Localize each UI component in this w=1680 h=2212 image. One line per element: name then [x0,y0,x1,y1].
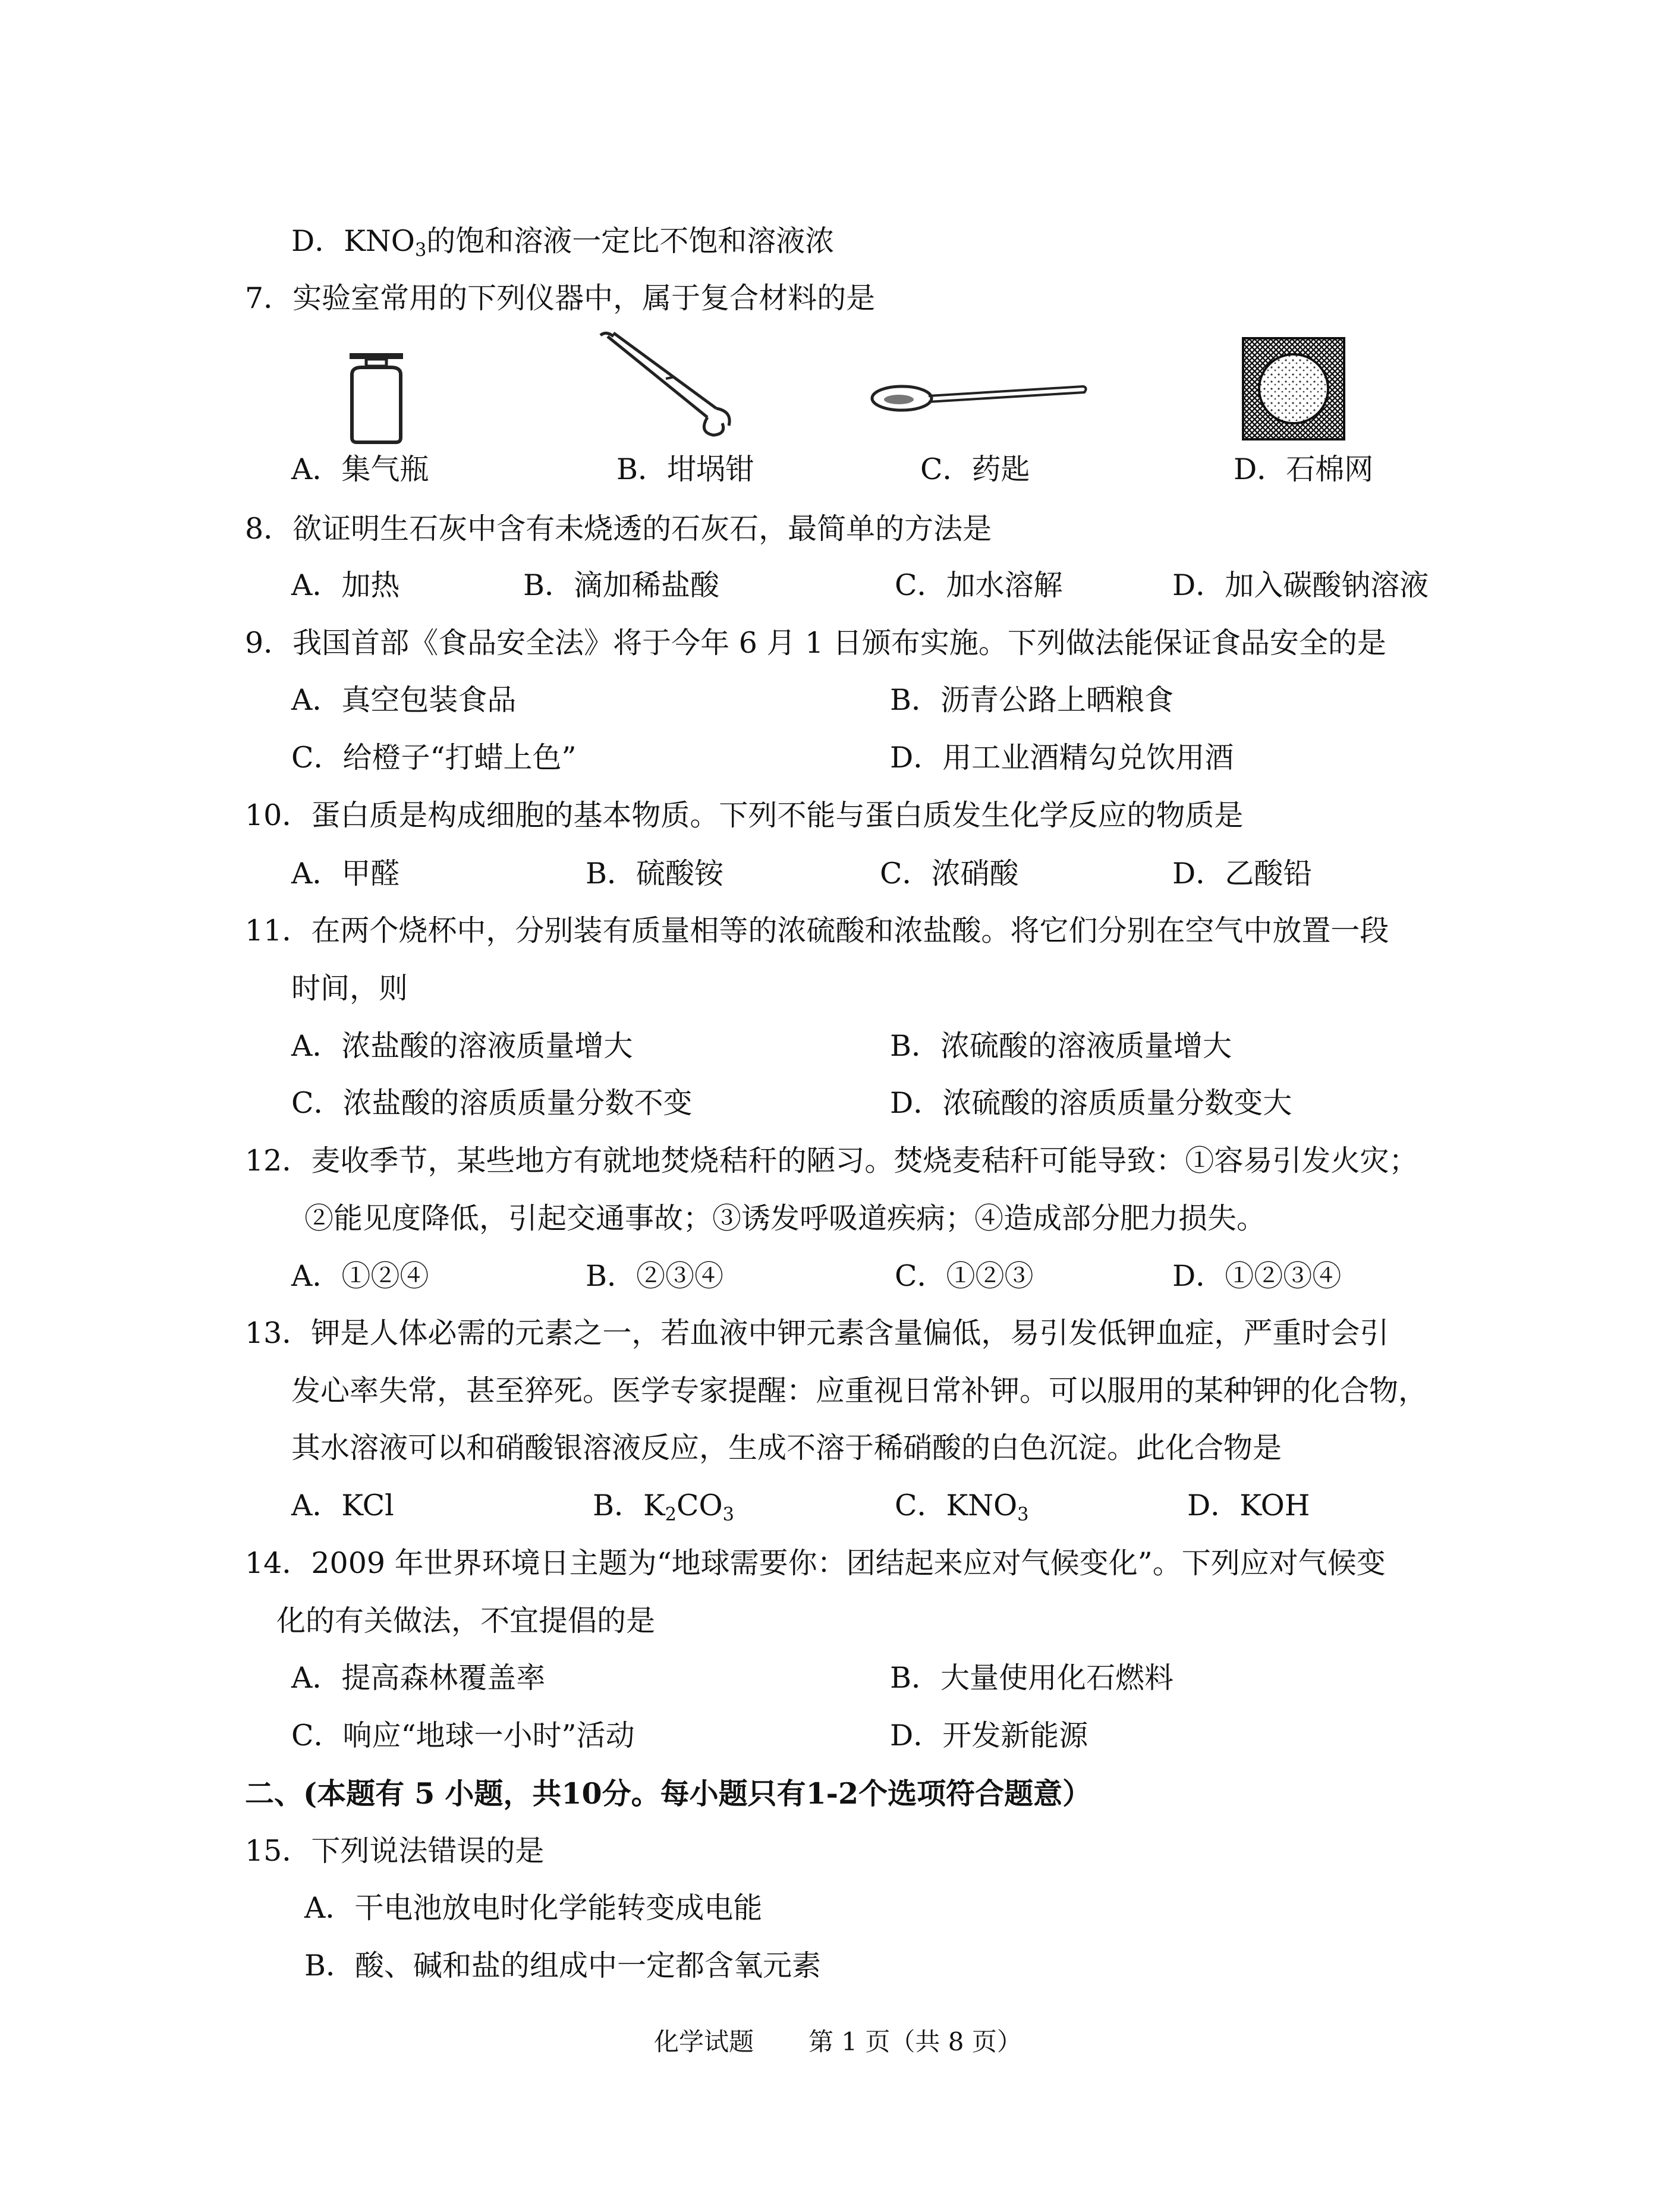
q12-option-c: C．①②③ [895,1259,1034,1293]
q13-option-c: C．$KNO_3$ [895,1489,1029,1525]
q11-option-d: D．浓硫酸的溶质质量分数变大 [890,1086,1292,1120]
q10-option-c: C．浓硝酸 [880,857,1019,891]
q12-stem-line1: 12．麦收季节，某些地方有就地焚烧秸秆的陋习。焚烧麦秸秆可能导致：①容易引发火灾； [245,1144,1418,1178]
asbestos-gauze-figure [1241,336,1346,441]
q9-option-d: D．用工业酒精勾兑饮用酒 [890,741,1234,775]
section-2-heading: 二、(本题有 5 小题，共10分。每小题只有1-2个选项符合题意） [245,1776,1092,1811]
q13-stem-line3: 其水溶液可以和硝酸银溶液反应，生成不溶于稀硝酸的白色沉淀。此化合物是 [291,1431,1282,1465]
q7-option-b: B．坩埚钳 [616,452,755,486]
q15-option-a: A．干电池放电时化学能转变成电能 [304,1891,763,1925]
q9-option-b: B．沥青公路上晒粮食 [890,683,1174,717]
q14-option-c: C．响应“地球一小时”活动 [291,1719,635,1752]
q8-option-b: B．滴加稀盐酸 [523,568,720,602]
q8-option-a: A．加热 [291,568,400,602]
q7-option-d: D．石棉网 [1234,452,1374,486]
q15-option-b: B．酸、碱和盐的组成中一定都含氧元素 [304,1949,822,1983]
q7-stem: 7．实验室常用的下列仪器中，属于复合材料的是 [245,281,876,315]
q12-option-a: A．①②④ [291,1259,429,1293]
q13-stem-line1: 13．钾是人体必需的元素之一，若血液中钾元素含量偏低，易引发低钾血症，严重时会引 [245,1316,1389,1350]
q10-option-b: B．硫酸铵 [586,857,724,891]
q11-option-a: A．浓盐酸的溶液质量增大 [291,1029,633,1063]
q6-option-d: D．$KNO_3$的饱和溶液一定比不饱和溶液浓 [291,224,835,261]
footer-page-number: 第 1 页（共 8 页） [808,2027,1022,2056]
crucible-tongs-figure [594,328,737,441]
q8-stem: 8．欲证明生石灰中含有未烧透的石灰石，最简单的方法是 [245,512,992,546]
q10-stem: 10．蛋白质是构成细胞的基本物质。下列不能与蛋白质发生化学反应的物质是 [245,798,1244,832]
q12-stem-line2: ②能见度降低，引起交通事故；③诱发呼吸道疾病；④造成部分肥力损失。 [304,1201,1266,1235]
q8-option-c: C．加水溶解 [895,568,1063,602]
q10-option-a: A．甲醛 [291,857,400,891]
gas-bottle-figure [344,351,409,446]
q10-option-d: D．乙酸铅 [1172,857,1313,891]
spatula-figure [869,375,1089,422]
q9-stem: 9．我国首部《食品安全法》将于今年 6 月 1 日颁布实施。下列做法能保证食品安全的是 [245,626,1386,660]
q12-option-d: D．①②③④ [1172,1259,1342,1293]
q13-stem-line2: 发心率失常，甚至猝死。医学专家提醒：应重视日常补钾。可以服用的某种钾的化合物， [291,1374,1428,1408]
q7-option-c: C．药匙 [920,452,1030,486]
q11-stem-line1: 11．在两个烧杯中，分别装有质量相等的浓硫酸和浓盐酸。将它们分别在空气中放置一段 [245,914,1389,948]
q9-option-a: A．真空包装食品 [291,683,517,717]
q14-stem-line2: 化的有关做法，不宜提倡的是 [276,1604,656,1638]
q11-option-b: B．浓硫酸的溶液质量增大 [890,1029,1232,1063]
q11-stem-line2: 时间，则 [291,971,408,1005]
q13-option-d: D．KOH [1187,1489,1310,1522]
footer-subject: 化学试题 [654,2027,754,2056]
q9-option-c: C．给橙子“打蜡上色” [291,741,577,775]
q14-option-a: A．提高森林覆盖率 [291,1661,546,1695]
q8-option-d: D．加入碳酸钠溶液 [1172,568,1429,602]
q14-stem-line1: 14．2009 年世界环境日主题为“地球需要你：团结起来应对气候变化”。下列应对气候变 [245,1546,1386,1580]
q14-option-d: D．开发新能源 [890,1719,1088,1752]
q14-option-b: B．大量使用化石燃料 [890,1661,1174,1695]
q11-option-c: C．浓盐酸的溶质质量分数不变 [291,1086,693,1120]
q12-option-b: B．②③④ [586,1259,724,1293]
q15-stem: 15．下列说法错误的是 [245,1834,545,1868]
q7-option-a: A．集气瓶 [291,452,429,486]
q13-option-a: A．KCl [291,1489,394,1522]
q13-option-b: B．$K_2CO_3$ [593,1489,734,1525]
